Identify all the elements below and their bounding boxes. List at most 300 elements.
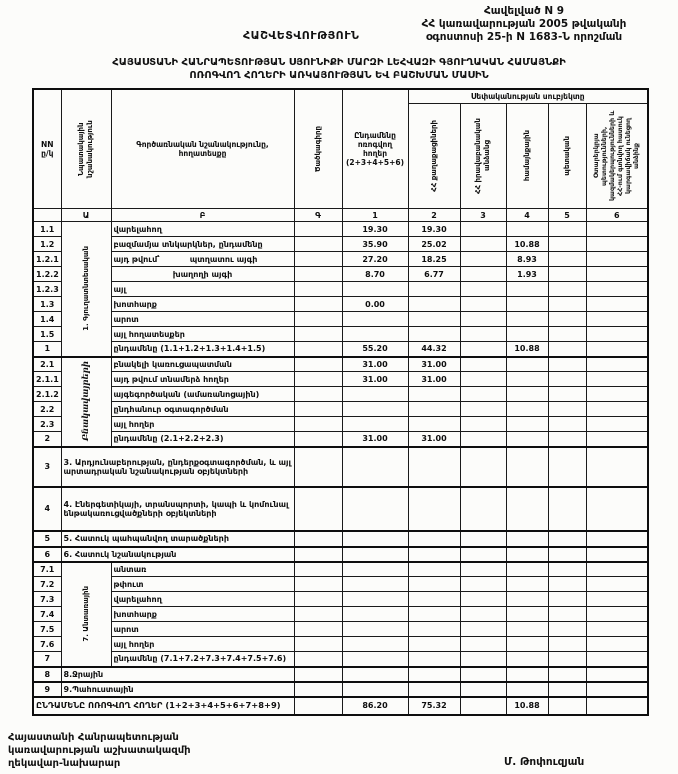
- value-cell: 10.88: [506, 237, 548, 252]
- col-header-purpose-text: Նպատակային նշանակություն: [77, 120, 94, 178]
- value-cell: [294, 282, 342, 297]
- row-number-cell: 1.2.1: [33, 252, 61, 267]
- value-cell: [294, 357, 342, 372]
- value-cell: 31.00: [342, 372, 408, 387]
- value-cell: [506, 282, 548, 297]
- value-cell: [548, 622, 586, 637]
- row-label-cell: 3. Արդյունաբերության, ընդերքօգտագործման, և այլ արտադրական նշանակության օբյեկտների: [61, 447, 294, 487]
- value-cell: [342, 577, 408, 592]
- value-cell: [342, 622, 408, 637]
- row-label-cell: խոտհարք: [111, 297, 294, 312]
- value-cell: [460, 592, 506, 607]
- value-cell: [294, 562, 342, 577]
- col-header-citizens: [408, 104, 460, 209]
- value-cell: [408, 297, 460, 312]
- value-cell: [408, 547, 460, 562]
- value-cell: [408, 592, 460, 607]
- value-cell: 6.77: [408, 267, 460, 282]
- value-cell: [586, 342, 648, 357]
- value-cell: [586, 222, 648, 237]
- row-label-cell: ԸՆԴԱՄԵՆԸ ՈՌՈԳՎՈՂ ՀՈՂԵՐ (1+2+3+4+5+6+7+8+9): [33, 697, 294, 715]
- row-number-cell: 2.1.2: [33, 387, 61, 402]
- value-cell: [586, 547, 648, 562]
- row-label-cell: բազմամյա տնկարկներ, ընդամենը: [111, 237, 294, 252]
- value-cell: [586, 592, 648, 607]
- value-cell: [460, 312, 506, 327]
- value-cell: [294, 327, 342, 342]
- table-row: [33, 342, 648, 357]
- document-title-line1: ՀԱՅԱՍՏԱՆԻ ՀԱՆՐԱՊԵՏՈՒԹՅԱՆ ՍՅՈՒՆԻՔԻ ՄԱՐԶԻ ԼԵՀՎԱԶԻ ԳՅՈՒՂԱԿԱՆ ՀԱՄԱՅՆՔԻ: [112, 57, 566, 68]
- row-label-cell: բնակելի կառուցապատման: [111, 357, 294, 372]
- value-cell: [548, 372, 586, 387]
- value-cell: [342, 327, 408, 342]
- table-row: [33, 592, 648, 607]
- letter-cell: 5: [548, 209, 586, 222]
- letter-cell: Բ: [111, 209, 294, 222]
- value-cell: [342, 592, 408, 607]
- value-cell: [294, 402, 342, 417]
- col-header-nn: NN ը/կ: [33, 89, 61, 209]
- table-row: [33, 312, 648, 327]
- value-cell: [506, 387, 548, 402]
- table-row: [33, 417, 648, 432]
- value-cell: [586, 327, 648, 342]
- row-number-cell: 7.3: [33, 592, 61, 607]
- value-cell: [294, 592, 342, 607]
- row-number-cell: 7.1: [33, 562, 61, 577]
- row-number-cell: 2.1.1: [33, 372, 61, 387]
- value-cell: [548, 237, 586, 252]
- land-report-table: [32, 88, 649, 716]
- section-label: Բնակավայրերի: [80, 361, 91, 442]
- value-cell: [548, 327, 586, 342]
- value-cell: 75.32: [408, 697, 460, 715]
- table-row: [33, 432, 648, 447]
- table-row: [33, 237, 648, 252]
- row-label-cell: 5. Հատուկ պահպանվող տարածքների: [61, 531, 294, 547]
- value-cell: [506, 607, 548, 622]
- value-cell: [506, 432, 548, 447]
- section-cell: [61, 222, 111, 357]
- value-cell: 8.70: [342, 267, 408, 282]
- value-cell: [294, 342, 342, 357]
- table-row: [33, 282, 648, 297]
- value-cell: [548, 342, 586, 357]
- col-header-ownership-group: Սեփականության սուբյեկտը: [408, 89, 648, 104]
- col-header-community: [506, 104, 548, 209]
- table-row: [33, 372, 648, 387]
- value-cell: [506, 652, 548, 667]
- value-cell: [408, 387, 460, 402]
- value-cell: [548, 252, 586, 267]
- value-cell: [460, 282, 506, 297]
- value-cell: [460, 652, 506, 667]
- value-cell: [342, 637, 408, 652]
- row-label-cell: ընդամենը (2.1+2.2+2.3): [111, 432, 294, 447]
- value-cell: 55.20: [342, 342, 408, 357]
- value-cell: 8.93: [506, 252, 548, 267]
- row-number-cell: 1.2.2: [33, 267, 61, 282]
- value-cell: [408, 447, 460, 487]
- value-cell: [548, 222, 586, 237]
- document-title-line2: ՈՌՈԳՎՈՂ ՀՈՂԵՐԻ ԱՌԿԱՅՈՒԹՅԱՆ ԵՎ ԲԱՇԽՄԱՆ ՄԱՍԻՆ: [189, 70, 489, 81]
- value-cell: [548, 282, 586, 297]
- value-cell: [548, 402, 586, 417]
- value-cell: [294, 667, 342, 682]
- value-cell: [294, 252, 342, 267]
- row-number-cell: 2.1: [33, 357, 61, 372]
- value-cell: [408, 682, 460, 697]
- value-cell: [342, 417, 408, 432]
- value-cell: [460, 372, 506, 387]
- value-cell: [342, 547, 408, 562]
- section-label: 1. Գյուղատնտեսական: [81, 246, 90, 332]
- value-cell: [408, 637, 460, 652]
- value-cell: [506, 447, 548, 487]
- col-header-code: [294, 89, 342, 209]
- col-header-foreign: [586, 104, 648, 209]
- row-label-cell: այլ հողեր: [111, 637, 294, 652]
- value-cell: [294, 387, 342, 402]
- value-cell: [460, 682, 506, 697]
- value-cell: [460, 432, 506, 447]
- value-cell: [506, 402, 548, 417]
- value-cell: [294, 222, 342, 237]
- value-cell: [460, 577, 506, 592]
- value-cell: [548, 682, 586, 697]
- row-label-cell: 6. Հատուկ նշանակության: [61, 547, 294, 562]
- value-cell: [586, 267, 648, 282]
- value-cell: [586, 607, 648, 622]
- value-cell: [294, 652, 342, 667]
- column-letter-row: [33, 209, 648, 222]
- value-cell: [506, 637, 548, 652]
- value-cell: [548, 417, 586, 432]
- col-header-community-text: համայնքային: [522, 130, 531, 182]
- value-cell: 35.90: [342, 237, 408, 252]
- value-cell: [586, 312, 648, 327]
- value-cell: [506, 547, 548, 562]
- value-cell: [342, 402, 408, 417]
- value-cell: [506, 682, 548, 697]
- letter-cell: 1: [342, 209, 408, 222]
- row-label-part: այդ թվում՝: [113, 254, 160, 264]
- value-cell: [586, 357, 648, 372]
- row-label-cell: այդ թվում տնամերձ հողեր: [111, 372, 294, 387]
- value-cell: [294, 487, 342, 531]
- row-number-cell: 1.2: [33, 237, 61, 252]
- row-number-cell: 1.1: [33, 222, 61, 237]
- row-number-cell: 1.5: [33, 327, 61, 342]
- row-label-cell: արոտ: [111, 622, 294, 637]
- row-number-cell: 1.2.3: [33, 282, 61, 297]
- value-cell: [548, 697, 586, 715]
- value-cell: [586, 252, 648, 267]
- value-cell: [460, 357, 506, 372]
- value-cell: [548, 297, 586, 312]
- footer-org-line: Հայաստանի Հանրապետության: [8, 732, 179, 743]
- value-cell: [506, 417, 548, 432]
- value-cell: [548, 267, 586, 282]
- value-cell: 31.00: [408, 357, 460, 372]
- row-label-cell: թփուտ: [111, 577, 294, 592]
- value-cell: [586, 372, 648, 387]
- table-row: [33, 562, 648, 577]
- row-number-cell: 8: [33, 667, 61, 682]
- value-cell: [408, 402, 460, 417]
- value-cell: [586, 447, 648, 487]
- row-number-cell: 9: [33, 682, 61, 697]
- value-cell: [408, 531, 460, 547]
- value-cell: [408, 607, 460, 622]
- value-cell: [548, 667, 586, 682]
- col-header-state: [548, 104, 586, 209]
- value-cell: [548, 432, 586, 447]
- value-cell: [460, 697, 506, 715]
- value-cell: [342, 607, 408, 622]
- footer-organization: [8, 731, 191, 770]
- value-cell: 25.02: [408, 237, 460, 252]
- col-header-citizens-text: ՀՀ քաղաքացիների: [429, 120, 438, 192]
- value-cell: [460, 487, 506, 531]
- row-number-cell: 5: [33, 531, 61, 547]
- value-cell: [586, 487, 648, 531]
- value-cell: [506, 577, 548, 592]
- row-number-cell: 6: [33, 547, 61, 562]
- value-cell: [548, 592, 586, 607]
- value-cell: [408, 577, 460, 592]
- value-cell: [548, 562, 586, 577]
- letter-cell: 4: [506, 209, 548, 222]
- table-row: [33, 637, 648, 652]
- table-row: [33, 531, 648, 547]
- row-label-cell: վարելահող: [111, 592, 294, 607]
- value-cell: [506, 592, 548, 607]
- table-row: [33, 222, 648, 237]
- value-cell: [586, 387, 648, 402]
- value-cell: [294, 432, 342, 447]
- value-cell: [408, 562, 460, 577]
- value-cell: [586, 531, 648, 547]
- section-label: 7. Անտառային: [81, 586, 90, 642]
- value-cell: [548, 607, 586, 622]
- row-label-cell: ընդամենը (1.1+1.2+1.3+1.4+1.5): [111, 342, 294, 357]
- row-label-cell: խոտհարք: [111, 607, 294, 622]
- value-cell: [586, 282, 648, 297]
- value-cell: 10.88: [506, 342, 548, 357]
- value-cell: [586, 682, 648, 697]
- letter-cell: 3: [460, 209, 506, 222]
- value-cell: [586, 417, 648, 432]
- col-header-legal-entities-text: ՀՀ իրավաբանական անձանց: [474, 118, 491, 194]
- value-cell: [460, 267, 506, 282]
- table-row: [33, 387, 648, 402]
- value-cell: [548, 637, 586, 652]
- value-cell: [548, 531, 586, 547]
- value-cell: [586, 667, 648, 682]
- value-cell: [460, 252, 506, 267]
- value-cell: [294, 312, 342, 327]
- appendix-line: Հավելված N 9: [483, 5, 565, 17]
- appendix-reference: [378, 5, 670, 44]
- value-cell: 1.93: [506, 267, 548, 282]
- table-row: [33, 487, 648, 531]
- letter-cell: 2: [408, 209, 460, 222]
- value-cell: [408, 327, 460, 342]
- row-label-cell: վարելահող: [111, 222, 294, 237]
- row-label-part: պտղատու այգի: [189, 254, 258, 264]
- value-cell: [294, 637, 342, 652]
- table-row: [33, 402, 648, 417]
- table-row: [33, 652, 648, 667]
- section-cell: [61, 562, 111, 667]
- value-cell: [506, 357, 548, 372]
- row-number-cell: 2.2: [33, 402, 61, 417]
- value-cell: [408, 667, 460, 682]
- table-row: [33, 297, 648, 312]
- row-label-cell: 8.Ջրային: [61, 667, 294, 682]
- value-cell: 44.32: [408, 342, 460, 357]
- row-label-cell: անտառ: [111, 562, 294, 577]
- value-cell: [294, 547, 342, 562]
- value-cell: [294, 622, 342, 637]
- value-cell: [294, 577, 342, 592]
- value-cell: [460, 637, 506, 652]
- value-cell: [408, 622, 460, 637]
- value-cell: [460, 667, 506, 682]
- value-cell: [460, 237, 506, 252]
- row-number-cell: 2: [33, 432, 61, 447]
- value-cell: [548, 357, 586, 372]
- table-row: [33, 267, 648, 282]
- value-cell: [586, 577, 648, 592]
- value-cell: [408, 652, 460, 667]
- col-header-foreign-text: Օտարերկրյա պետությունների, կազմակերպությունների և ՀՀ-ում գտնվող հատուկ կարգավիճակ ունեցող անձինք: [592, 110, 640, 202]
- value-cell: 10.88: [506, 697, 548, 715]
- letter-cell: Գ: [294, 209, 342, 222]
- value-cell: [342, 652, 408, 667]
- value-cell: [460, 447, 506, 487]
- row-label-cell: այլ: [111, 282, 294, 297]
- table-body: [33, 222, 648, 715]
- value-cell: [586, 432, 648, 447]
- row-number-cell: 7.5: [33, 622, 61, 637]
- value-cell: [460, 327, 506, 342]
- value-cell: [342, 312, 408, 327]
- table-row: [33, 607, 648, 622]
- value-cell: [460, 402, 506, 417]
- row-number-cell: 2.3: [33, 417, 61, 432]
- value-cell: [548, 312, 586, 327]
- letter-cell: Ա: [61, 209, 111, 222]
- row-label-cell: այլ հողատեսքեր: [111, 327, 294, 342]
- value-cell: [460, 547, 506, 562]
- row-label-cell: ընդհանուր օգտագործման: [111, 402, 294, 417]
- value-cell: [342, 487, 408, 531]
- value-cell: [460, 622, 506, 637]
- value-cell: 31.00: [342, 357, 408, 372]
- value-cell: 31.00: [408, 372, 460, 387]
- value-cell: [586, 697, 648, 715]
- appendix-line: օգոստոսի 25-ի N 1683-Ն որոշման: [425, 31, 623, 43]
- value-cell: 18.25: [408, 252, 460, 267]
- value-cell: [506, 562, 548, 577]
- value-cell: [586, 622, 648, 637]
- col-header-state-text: պետական: [562, 136, 571, 176]
- value-cell: [548, 577, 586, 592]
- table-row: [33, 327, 648, 342]
- value-cell: [460, 531, 506, 547]
- value-cell: [586, 637, 648, 652]
- footer-org-line: ղեկավար-նախարար: [8, 758, 121, 769]
- table-row: [33, 622, 648, 637]
- table-row: [33, 447, 648, 487]
- col-header-purpose: [61, 89, 111, 209]
- table-row: [33, 252, 648, 267]
- value-cell: [506, 487, 548, 531]
- value-cell: [586, 297, 648, 312]
- value-cell: 27.20: [342, 252, 408, 267]
- row-number-cell: 1.3: [33, 297, 61, 312]
- table-row: [33, 357, 648, 372]
- value-cell: 86.20: [342, 697, 408, 715]
- table-row: [33, 682, 648, 697]
- document-title: [0, 56, 678, 82]
- value-cell: [460, 342, 506, 357]
- value-cell: [460, 607, 506, 622]
- value-cell: 19.30: [408, 222, 460, 237]
- letter-cell: [33, 209, 61, 222]
- row-number-cell: 7: [33, 652, 61, 667]
- value-cell: [294, 607, 342, 622]
- value-cell: [408, 312, 460, 327]
- value-cell: [586, 237, 648, 252]
- letter-cell: 6: [586, 209, 648, 222]
- value-cell: [342, 682, 408, 697]
- value-cell: [506, 667, 548, 682]
- row-label-cell: այլ հողեր: [111, 417, 294, 432]
- value-cell: [342, 387, 408, 402]
- value-cell: [586, 652, 648, 667]
- value-cell: [294, 417, 342, 432]
- value-cell: [506, 297, 548, 312]
- value-cell: [506, 622, 548, 637]
- value-cell: [294, 682, 342, 697]
- col-header-total: Ընդամենը ոռոգվող հողեր (2+3+4+5+6): [342, 89, 408, 209]
- value-cell: [460, 387, 506, 402]
- value-cell: 31.00: [342, 432, 408, 447]
- appendix-line: ՀՀ կառավարության 2005 թվականի: [421, 18, 627, 30]
- report-label: ՀԱՇՎԵՏՎՈՒԹՅՈՒՆ: [243, 29, 360, 42]
- row-number-cell: 7.6: [33, 637, 61, 652]
- row-label-cell: ընդամենը (7.1+7.2+7.3+7.4+7.5+7.6): [111, 652, 294, 667]
- row-number-cell: 7.2: [33, 577, 61, 592]
- value-cell: [294, 297, 342, 312]
- row-label-cell: արոտ: [111, 312, 294, 327]
- value-cell: [548, 447, 586, 487]
- value-cell: [548, 652, 586, 667]
- value-cell: [294, 267, 342, 282]
- row-label-cell: 9.Պահուստային: [61, 682, 294, 697]
- row-label-cell: [111, 252, 294, 267]
- value-cell: [506, 372, 548, 387]
- table-row: [33, 697, 648, 715]
- value-cell: [586, 402, 648, 417]
- value-cell: 31.00: [408, 432, 460, 447]
- signatory-name: Մ. Թոփուզյան: [504, 756, 585, 768]
- row-number-cell: 3: [33, 447, 61, 487]
- value-cell: [408, 487, 460, 531]
